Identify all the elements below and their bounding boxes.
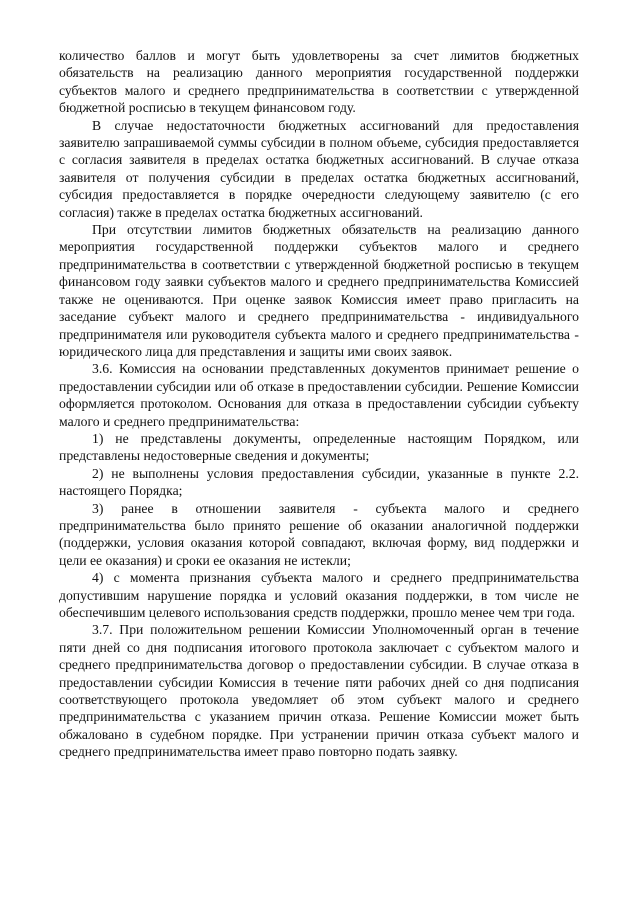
paragraph-section-3-6: 3.6. Комиссия на основании представленных документов принимает решение о предоставлении субсидии или об отказе в предоставлении субсидии. Решение Комиссии оформляется протоколом. Основания для отказа в предоставлении субсидии субъекту малого и среднего предпринимательства: — [59, 361, 579, 429]
paragraph-insufficient-funds: В случае недостаточности бюджетных ассигнований для предоставления заявителю запрашиваемой суммы субсидии в полном объеме, субсидия предоставляется с согласия заявителя в пределах остатка бюджетных ассигнований. В случае отказа заявителя от получения субсидии в пределах остатка бюджетных ассигнований, субсидия предоставляется в порядке очередности следующему заявителю (с его согласия) также в пределах остатка бюджетных ассигнований. — [59, 117, 579, 220]
list-item-ground-4: 4) с момента признания субъекта малого и среднего предпринимательства допустившим нарушение порядка и условий оказания поддержки, в том числе не обеспечившим целевого использования средств поддержки, прошло менее чем три года. — [59, 570, 579, 620]
document-page — [59, 47, 579, 761]
list-item-ground-3: 3) ранее в отношении заявителя - субъекта малого и среднего предпринимательства было принято решение об оказании аналогичной поддержки (поддержки, условия оказания которой совпадают, включая форму, вид поддержки и цели ее оказания) и сроки ее оказания не истекли; — [59, 500, 579, 568]
paragraph-section-3-7: 3.7. При положительном решении Комиссии Уполномоченный орган в течение пяти дней со дня подписания итогового протокола заключает с субъектом малого и среднего предпринимательства договор о предоставлении субсидии. В случае отказа в предоставлении субсидии Комиссия в течение пяти рабочих дней со дня подписания соответствующего протокола уведомляет об этом субъект малого и среднего предпринимательства с указанием причин отказа. Решение Комиссии может быть обжаловано в судебном порядке. При устранении причин отказа субъект малого и среднего предпринимательства имеет право повторно подать заявку. — [59, 622, 579, 760]
list-item-ground-1: 1) не представлены документы, определенные настоящим Порядком, или представлены недостоверные сведения и документы; — [59, 430, 579, 464]
paragraph-intro: количество баллов и могут быть удовлетворены за счет лимитов бюджетных обязательств на реализацию данного мероприятия государственной поддержки субъектов малого и среднего предпринимательства в соответствии с утвержденной бюджетной росписью в текущем финансовом году. — [59, 48, 579, 116]
paragraph-no-limits: При отсутствии лимитов бюджетных обязательств на реализацию данного мероприятия государственной поддержки субъектов малого и среднего предпринимательства в соответствии с утвержденной бюджетной росписью в текущем финансовом году заявки субъектов малого и среднего предпринимательства Комиссией также не оцениваются. При оценке заявок Комиссия имеет право пригласить на заседание субъект малого и среднего предпринимательства - индивидуального предпринимателя или руководителя субъекта малого и среднего предпринимательства - юридического лица для представления и защиты ими своих заявок. — [59, 222, 579, 359]
list-item-ground-2: 2) не выполнены условия предоставления субсидии, указанные в пункте 2.2. настоящего Порядка; — [59, 465, 579, 499]
